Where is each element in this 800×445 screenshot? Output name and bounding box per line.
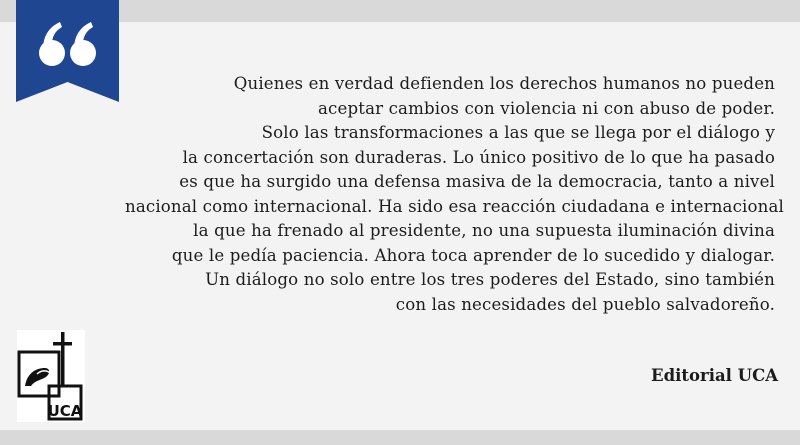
attribution: Editorial UCA	[651, 366, 778, 385]
quote-mark-icon	[16, 0, 119, 102]
quote-line: la que ha frenado al presidente, no una supuesta iluminación divina	[193, 221, 775, 240]
quote-text	[125, 72, 795, 317]
quote-line: que le pedía paciencia. Ahora toca aprender de lo sucedido y dialogar.	[171, 245, 775, 265]
quote-line: es que ha surgido una defensa masiva de la democracia, tanto a nivel	[179, 172, 775, 191]
quote-line: nacional como internacional. Ha sido esa reacción ciudadana e internacional	[125, 196, 784, 216]
quote-line: con las necesidades del pueblo salvadoreño.	[395, 294, 775, 314]
quote-line: aceptar cambios con violencia ni con abuso de poder.	[318, 98, 775, 118]
uca-logo-icon	[17, 330, 85, 422]
logo-text: UCA	[47, 402, 83, 420]
quote-line: la concertación son duraderas. Lo único positivo de lo que ha pasado	[182, 147, 775, 167]
bottom-border	[0, 430, 800, 445]
quote-line: Solo las transformaciones a las que se llega por el diálogo y	[261, 123, 775, 142]
quote-line: Un diálogo no solo entre los tres poderes del Estado, sino también	[205, 270, 775, 289]
quote-line: Quienes en verdad defienden los derechos humanos no pueden	[233, 74, 775, 93]
